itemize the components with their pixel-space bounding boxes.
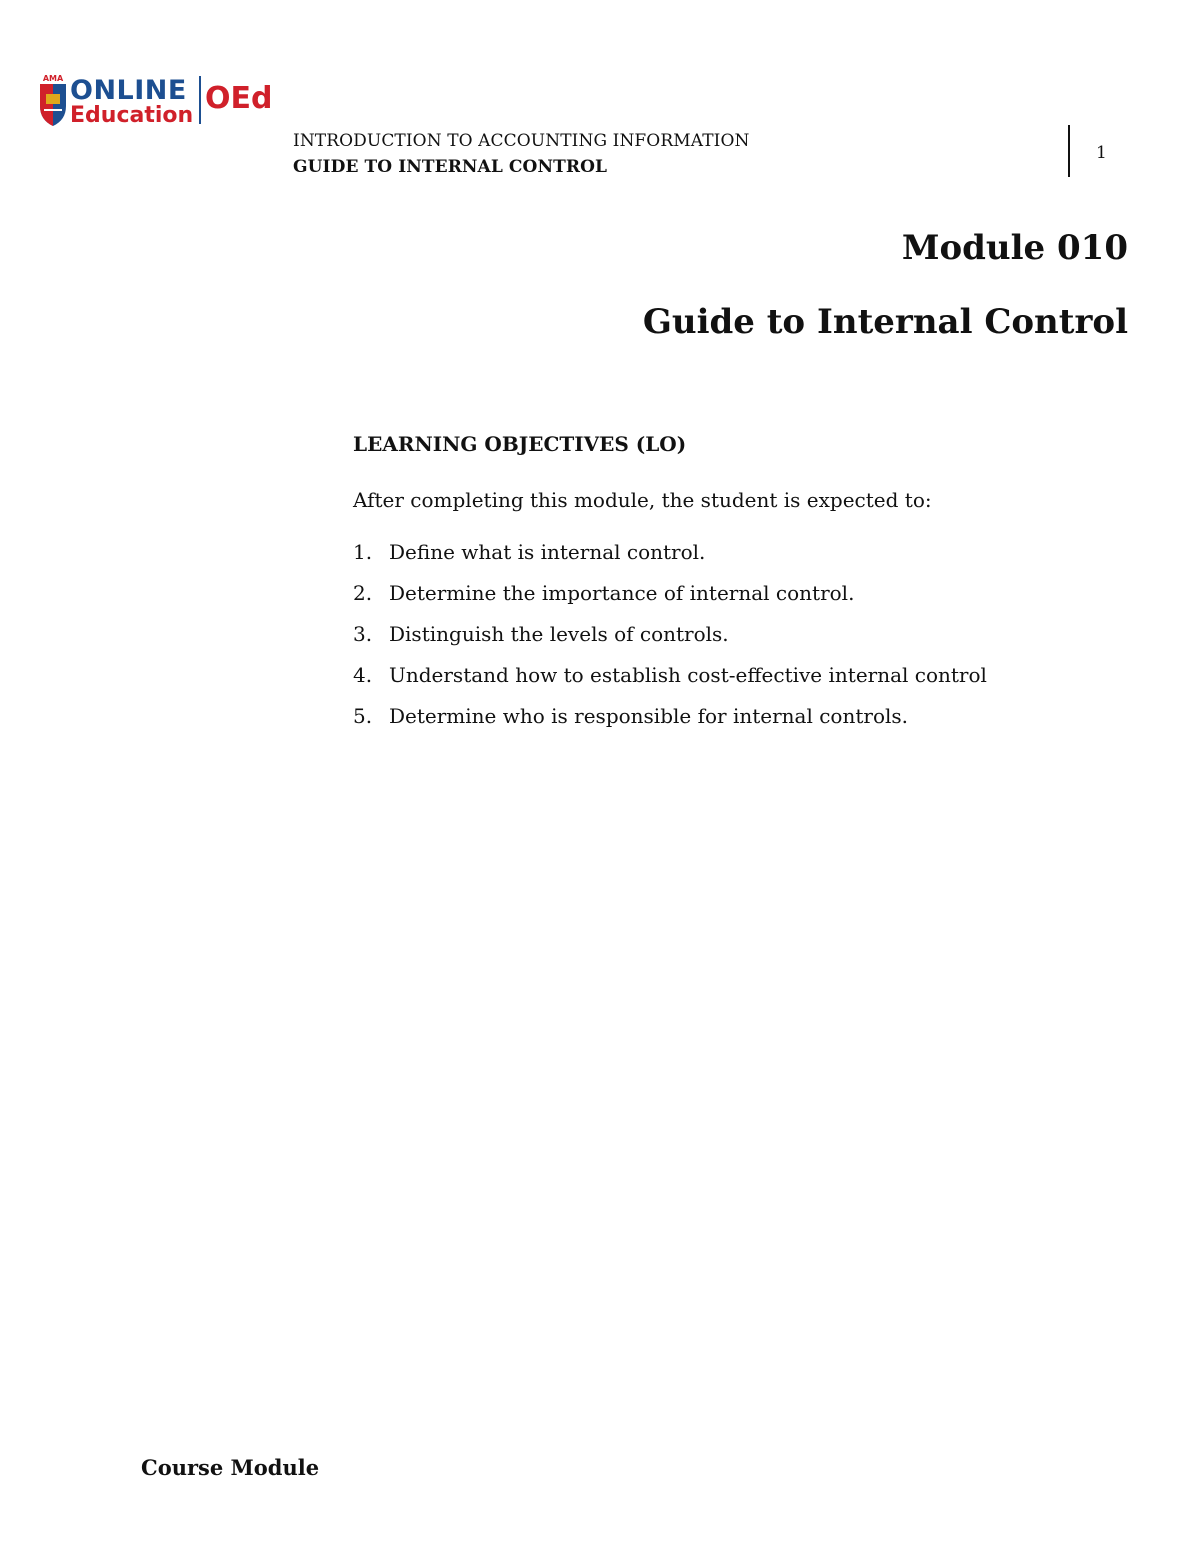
logo-education-text: Education [70,103,194,128]
logo-online-text: ONLINE [70,75,187,106]
list-item-text: Determine who is responsible for internal controls. [389,704,909,728]
module-number-title: Module 010 [901,228,1128,268]
learning-objectives-section [353,430,1113,743]
footer-label: Course Module [141,1455,320,1480]
learning-objectives-list [353,538,1113,743]
logo-graphic [36,70,276,130]
list-item-text: Understand how to establish cost-effective internal control [389,663,987,687]
list-item [353,579,1113,620]
running-header [293,128,749,180]
list-item-number: 1. [353,540,373,564]
list-item [353,538,1113,579]
list-item-number: 2. [353,581,373,605]
header-section-title: GUIDE TO INTERNAL CONTROL [293,157,608,177]
header-course-title: INTRODUCTION TO ACCOUNTING INFORMATION [293,131,750,151]
learning-objectives-heading: LEARNING OBJECTIVES (LO) [353,432,687,456]
list-item [353,702,1113,743]
page-number: 1 [1096,143,1107,163]
list-item-number: 4. [353,663,373,687]
list-item-text: Distinguish the levels of controls. [389,622,729,646]
crest-text: AMA [42,74,64,83]
module-name-title: Guide to Internal Control [642,302,1128,342]
logo-divider [199,76,201,124]
list-item [353,620,1113,661]
logo-oed-text: OEd [205,81,273,116]
list-item-text: Determine the importance of internal control. [389,581,855,605]
header-divider [1068,125,1070,177]
online-education-logo [36,70,276,130]
list-item-number: 3. [353,622,373,646]
learning-objectives-intro: After completing this module, the student is expected to: [353,488,932,512]
list-item [353,661,1113,702]
list-item-text: Define what is internal control. [389,540,706,564]
list-item-number: 5. [353,704,373,728]
